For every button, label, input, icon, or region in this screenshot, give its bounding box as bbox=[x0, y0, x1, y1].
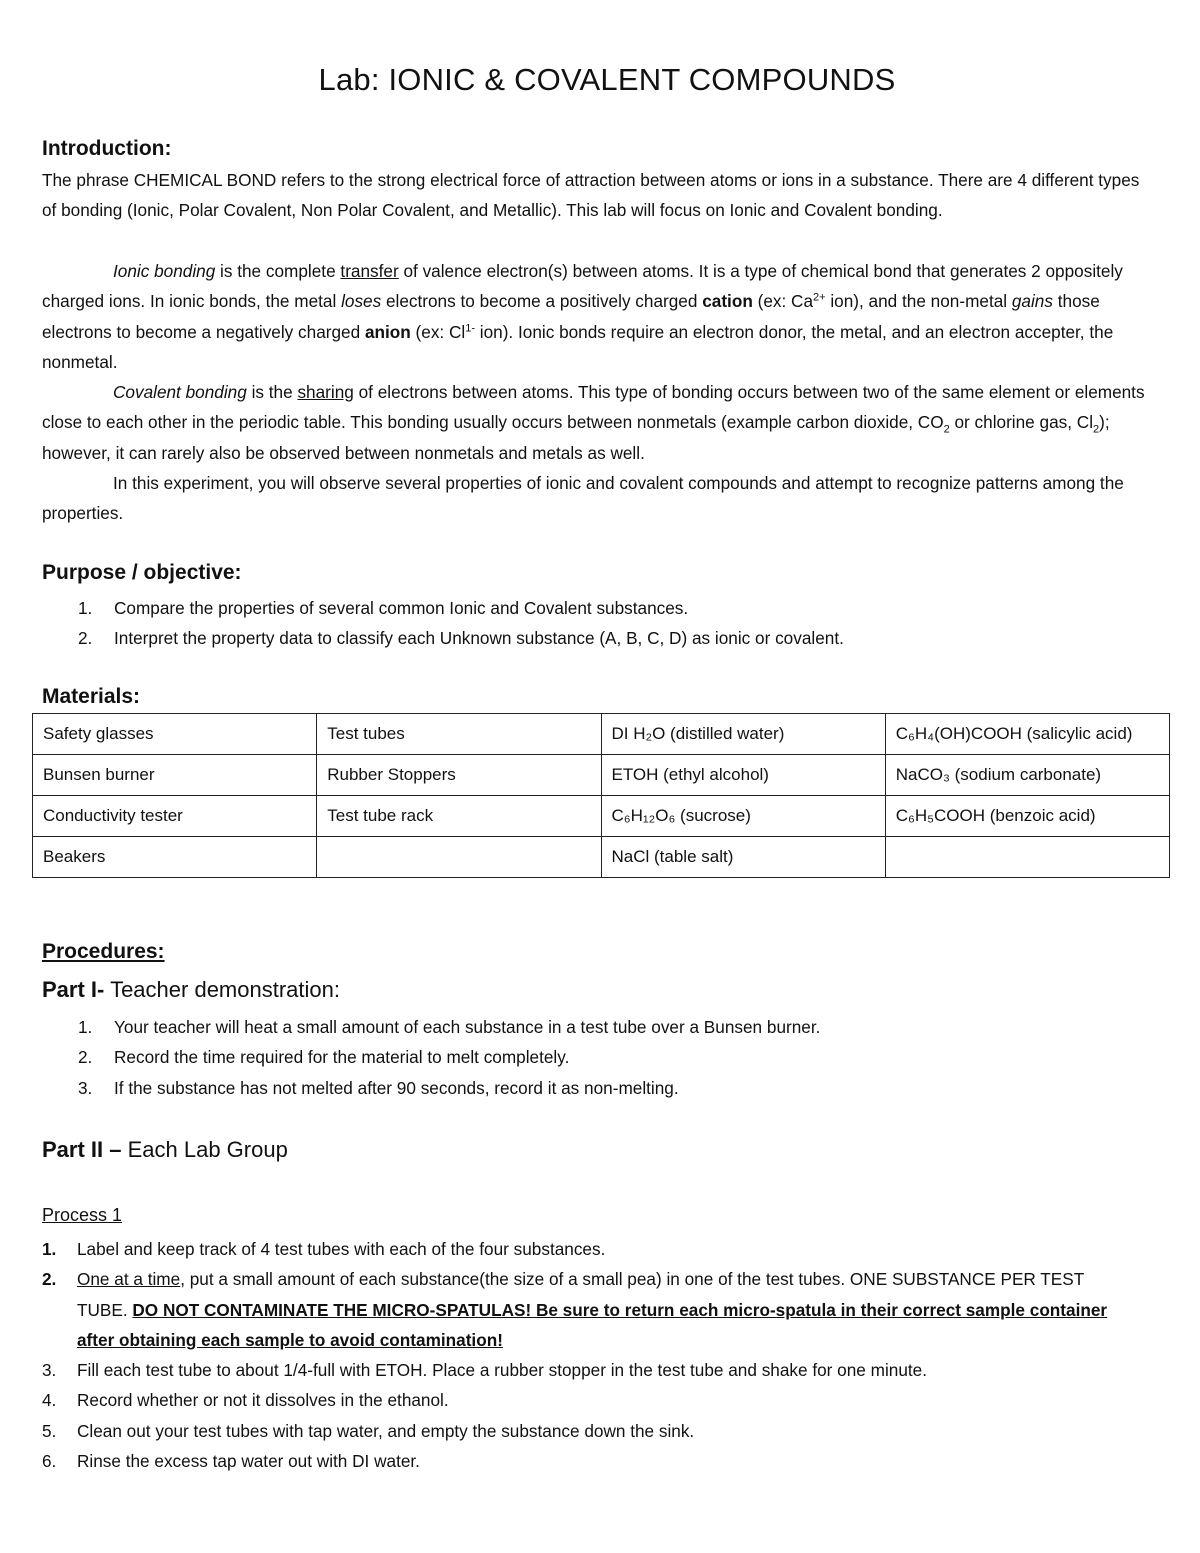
table-row bbox=[33, 837, 1170, 878]
part1-heading: Part I- Teacher demonstration: bbox=[42, 977, 340, 1002]
materials-table bbox=[32, 713, 1170, 878]
list-item: 6. Rinse the excess tap water out with DI water. bbox=[42, 1451, 420, 1472]
materials-heading: Materials: bbox=[42, 685, 141, 708]
purpose-heading: Purpose / objective: bbox=[42, 561, 242, 584]
process-1-steps bbox=[42, 1234, 1137, 1476]
list-item: 4. Record whether or not it dissolves in the ethanol. bbox=[42, 1390, 449, 1411]
list-item: 1. Compare the properties of several common Ionic and Covalent substances. bbox=[78, 598, 689, 618]
list-item: 5. Clean out your test tubes with tap water, and empty the substance down the sink. bbox=[42, 1420, 695, 1441]
table-row bbox=[33, 755, 1170, 796]
list-item: 1. Your teacher will heat a small amount of each substance in a test tube over a Bunsen burner. bbox=[78, 1017, 821, 1037]
table-cell: Beakers bbox=[33, 837, 317, 878]
list-item: 3. If the substance has not melted after 90 seconds, record it as non-melting. bbox=[78, 1077, 679, 1098]
process-1-heading: Process 1 bbox=[42, 1205, 123, 1225]
table-cell: Test tube rack bbox=[317, 796, 601, 837]
list-item: 2. One at a time, put a small amount of each substance(the size of a small pea) in one of the test tubes. ONE SUBSTANCE PER TEST TUBE. DO NOT CONTAMINATE THE MICRO-SPATULAS! Be sure to return each micro-spatula in their correct sample container after obtaining each sample to avoid contamination! bbox=[42, 1269, 1108, 1350]
list-item: 1. Label and keep track of 4 test tubes with each of the four substances. bbox=[42, 1239, 606, 1259]
document-title: Lab: IONIC & COVALENT COMPOUNDS bbox=[318, 62, 896, 97]
table-cell bbox=[885, 837, 1169, 878]
table-cell: ETOH (ethyl alcohol) bbox=[601, 755, 885, 796]
table-row bbox=[33, 714, 1170, 755]
experiment-paragraph: In this experiment, you will observe several properties of ionic and covalent compounds and attempt to recognize patterns among the properties. bbox=[42, 473, 1124, 524]
purpose-list bbox=[42, 593, 1157, 654]
table-cell: DI H₂O (distilled water) bbox=[601, 714, 885, 755]
table-cell: NaCO₃ (sodium carbonate) bbox=[885, 755, 1169, 796]
table-row bbox=[33, 796, 1170, 837]
list-item: 3. Fill each test tube to about 1/4-full with ETOH. Place a rubber stopper in the test tube and shake for one minute. bbox=[42, 1360, 927, 1381]
table-cell: Test tubes bbox=[317, 714, 601, 755]
ionic-bonding-paragraph: Ionic bonding is the complete transfer of valence electron(s) between atoms. It is a type of chemical bond that generates 2 oppositely charged ions. In ionic bonds, the metal loses electrons to become a positively charged cation (ex: $Ca^{2+}$ ion), and the non-metal gains those electrons to become a negatively charged anion (ex: $Cl^{1-}$ ion). Ionic bonds require an electron donor, the metal, and an electron accepter, the nonmetal. bbox=[42, 261, 1123, 372]
part2-heading: Part II – Each Lab Group bbox=[42, 1137, 288, 1162]
table-cell: Rubber Stoppers bbox=[317, 755, 601, 796]
table-cell: Safety glasses bbox=[33, 714, 317, 755]
list-item: 2. Record the time required for the material to melt completely. bbox=[78, 1047, 570, 1068]
list-item: 2. Interpret the property data to classify each Unknown substance (A, B, C, D) as ionic or covalent. bbox=[78, 628, 844, 649]
table-cell: C₆H₁₂O₆ (sucrose) bbox=[601, 796, 885, 837]
table-cell: C₆H₄(OH)COOH (salicylic acid) bbox=[885, 714, 1169, 755]
introduction-heading: Introduction: bbox=[42, 137, 172, 160]
procedures-heading: Procedures: bbox=[42, 940, 165, 963]
table-cell: Bunsen burner bbox=[33, 755, 317, 796]
table-cell: NaCl (table salt) bbox=[601, 837, 885, 878]
intro-paragraph: The phrase CHEMICAL BOND refers to the strong electrical force of attraction between atoms or ions in a substance. There are 4 different types of bonding (Ionic, Polar Covalent, Non Polar Covalent, and Metallic). This lab will focus on Ionic and Covalent bonding. bbox=[42, 170, 1140, 221]
table-cell: C₆H₅COOH (benzoic acid) bbox=[885, 796, 1169, 837]
table-cell: Conductivity tester bbox=[33, 796, 317, 837]
table-cell bbox=[317, 837, 601, 878]
part1-steps bbox=[42, 1012, 1157, 1103]
covalent-bonding-paragraph: Covalent bonding is the sharing of electrons between atoms. This type of bonding occurs between two of the same element or elements close to each other in the periodic table. This bonding usually occurs between nonmetals (example carbon dioxide, $CO_2$ or chlorine gas, $Cl_2$); however, it can rarely also be observed between nonmetals and metals as well. bbox=[42, 382, 1145, 463]
